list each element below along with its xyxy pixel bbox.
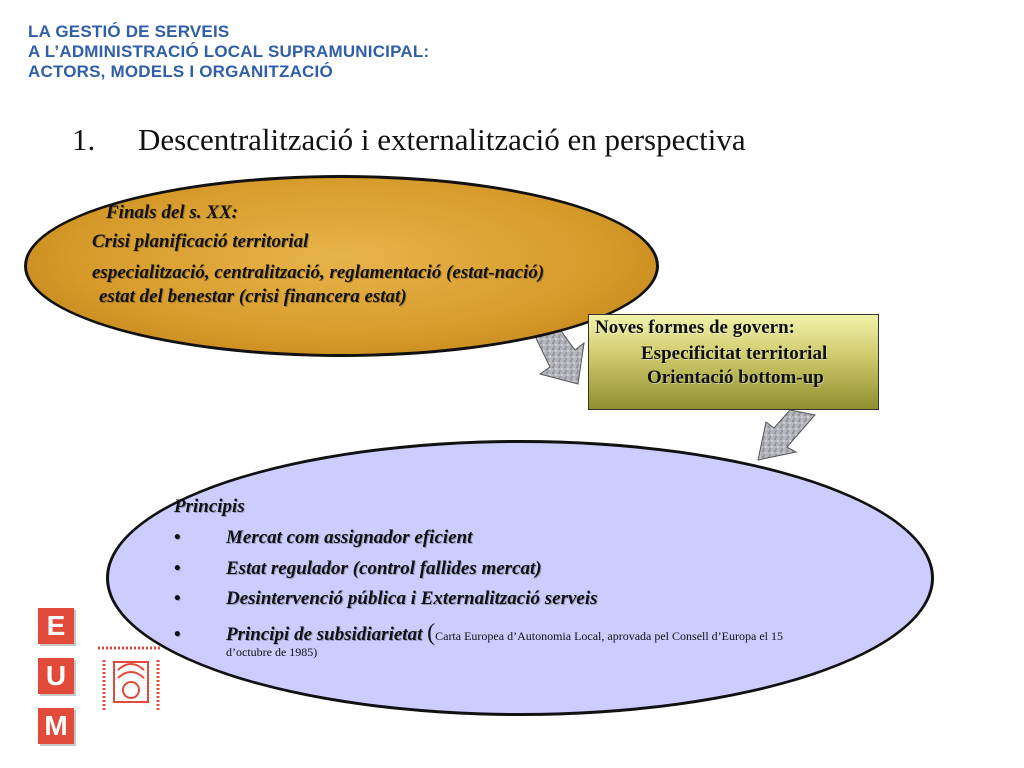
slide-title-number: 1. <box>72 122 96 157</box>
bullet-icon: • <box>174 624 181 645</box>
govern-line-1: Especificitat territorial <box>641 343 828 364</box>
govern-heading: Noves formes de govern: <box>595 317 795 338</box>
principis-item-text: Principi de subsidiarietat <box>226 624 423 645</box>
header-line-1: LA GESTIÓ DE SERVEIS <box>28 22 230 41</box>
bullet-icon: • <box>174 588 181 609</box>
arrow-to-principis <box>758 410 815 460</box>
context-heading: Finals del s. XX: <box>106 202 238 223</box>
principis-item <box>174 558 542 580</box>
bullet-icon: • <box>174 527 181 548</box>
charter-note-line-2: d’octubre de 1985) <box>226 645 318 659</box>
govern-line-2: Orientació bottom-up <box>647 367 824 388</box>
govern-box <box>588 314 879 410</box>
eum-logo-letter: M <box>38 708 74 744</box>
context-line-1: Crisi planificació territorial <box>92 231 309 252</box>
principis-heading: Principis <box>174 496 245 517</box>
slide-title-text: Descentralització i externalització en perspectiva <box>138 122 746 157</box>
charter-note-line-1: Carta Europea d’Autonomia Local, aprovada pel Consell d’Europa el 15 <box>435 629 783 643</box>
principis-item <box>174 588 598 610</box>
note-open-paren: ( <box>427 620 436 646</box>
context-line-3: estat del benestar (crisi financera estat) <box>99 286 407 307</box>
principis-item <box>174 620 783 647</box>
header-line-3: ACTORS, MODELS I ORGANITZACIÓ <box>28 62 333 81</box>
context-line-2: especialització, centralització, reglamentació (estat-nació) <box>92 262 545 283</box>
principis-item-text: Estat regulador (control fallides mercat) <box>226 558 542 579</box>
principis-item <box>174 527 472 549</box>
principis-item-text: Desintervenció pública i Externalització serveis <box>226 588 598 609</box>
bullet-icon: • <box>174 558 181 579</box>
principis-item-text: Mercat com assignador eficient <box>226 527 473 548</box>
eum-logo-letter: U <box>38 658 74 694</box>
upf-logo <box>96 640 166 720</box>
eum-logo-letter: E <box>38 608 74 644</box>
header-line-2: A L’ADMINISTRACIÓ LOCAL SUPRAMUNICIPAL: <box>28 42 430 61</box>
